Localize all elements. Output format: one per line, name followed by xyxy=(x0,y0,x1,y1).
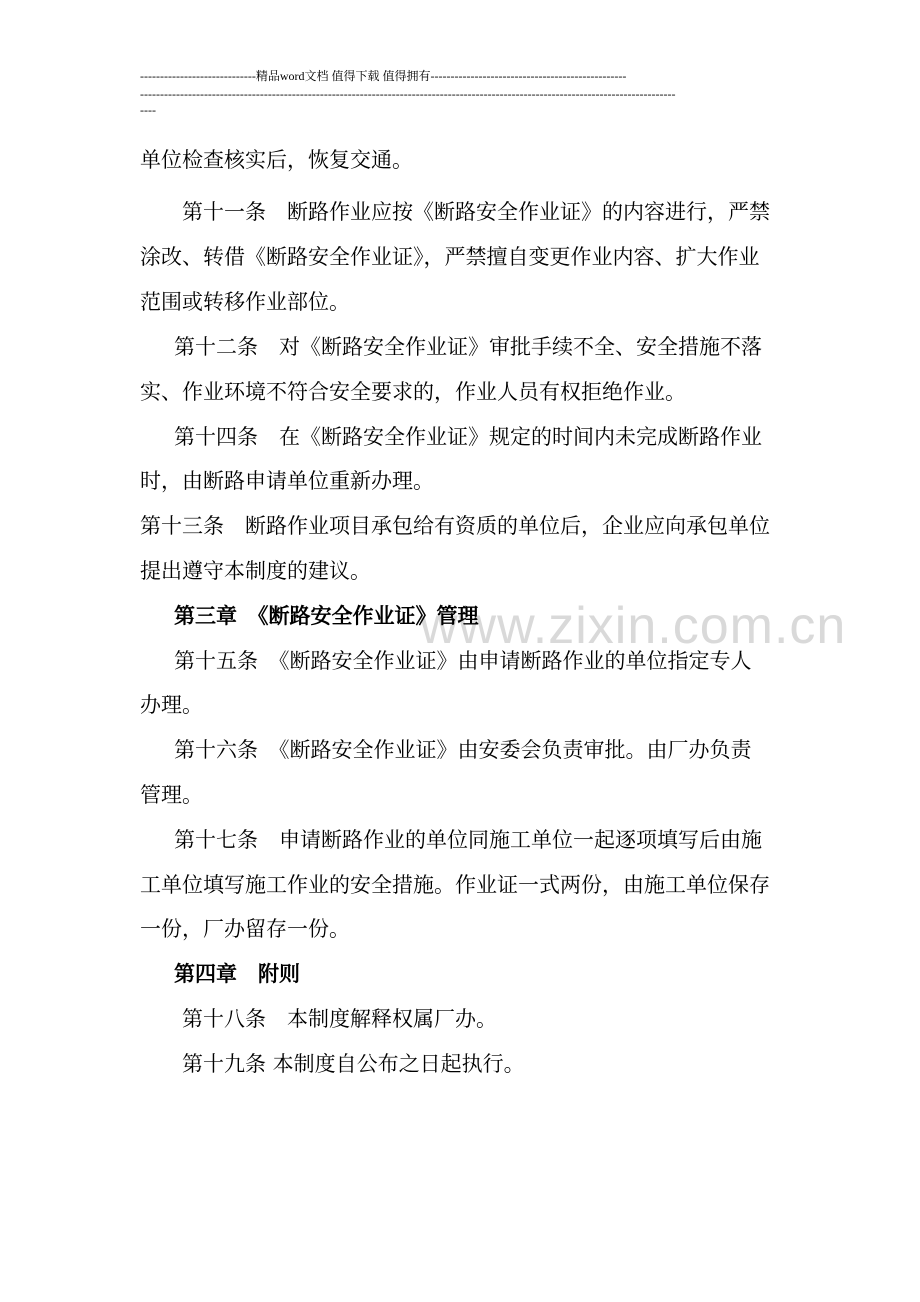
paragraph-line: 单位检查核实后，恢复交通。 xyxy=(140,148,413,172)
article-12-line-1: 第十二条 对《断路安全作业证》审批手续不全、安全措施不落 xyxy=(174,335,762,359)
article-11-line-1: 第十一条 断路作业应按《断路安全作业证》的内容进行，严禁 xyxy=(182,200,770,224)
header-line-3: ---- xyxy=(140,103,156,117)
chapter-4-heading: 第四章 附则 xyxy=(174,962,300,986)
article-19-line: 第十九条 本制度自公布之日起执行。 xyxy=(182,1052,525,1076)
header-line-2: -------------------------------------------------------------------------------------------------------------------------------------- xyxy=(140,87,676,101)
article-11-line-3: 范围或转移作业部位。 xyxy=(140,290,350,314)
article-17-line-3: 一份，厂办留存一份。 xyxy=(140,917,350,941)
article-13-line-2: 提出遵守本制度的建议。 xyxy=(140,559,371,583)
article-16-line-2: 管理。 xyxy=(140,783,203,807)
article-14-line-1: 第十四条 在《断路安全作业证》规定的时间内未完成断路作业 xyxy=(174,425,762,449)
article-16-line-1: 第十六条 《断路安全作业证》由安委会负责审批。由厂办负责 xyxy=(174,738,752,762)
article-17-line-2: 工单位填写施工作业的安全措施。作业证一式两份，由施工单位保存 xyxy=(140,873,770,897)
article-12-line-2: 实、作业环境不符合安全要求的，作业人员有权拒绝作业。 xyxy=(140,380,686,404)
article-15-line-1: 第十五条 《断路安全作业证》由申请断路作业的单位指定专人 xyxy=(174,649,752,673)
article-18-line: 第十八条 本制度解释权属厂办。 xyxy=(182,1007,497,1031)
article-11-line-2: 涂改、转借《断路安全作业证》，严禁擅自变更作业内容、扩大作业 xyxy=(140,245,760,269)
article-17-line-1: 第十七条 申请断路作业的单位同施工单位一起逐项填写后由施 xyxy=(174,828,762,852)
chapter-3-heading: 第三章 《断路安全作业证》管理 xyxy=(174,604,479,628)
article-15-line-2: 办理。 xyxy=(140,693,203,717)
article-13-line-1: 第十三条 断路作业项目承包给有资质的单位后，企业应向承包单位 xyxy=(140,514,770,538)
header-line-1: -----------------------------精品word文档 值得下载 值得拥有------------------------------------------------- xyxy=(140,69,627,83)
article-14-line-2: 时，由断路申请单位重新办理。 xyxy=(140,469,434,493)
watermark: www.zixin.com.cn xyxy=(420,597,847,655)
